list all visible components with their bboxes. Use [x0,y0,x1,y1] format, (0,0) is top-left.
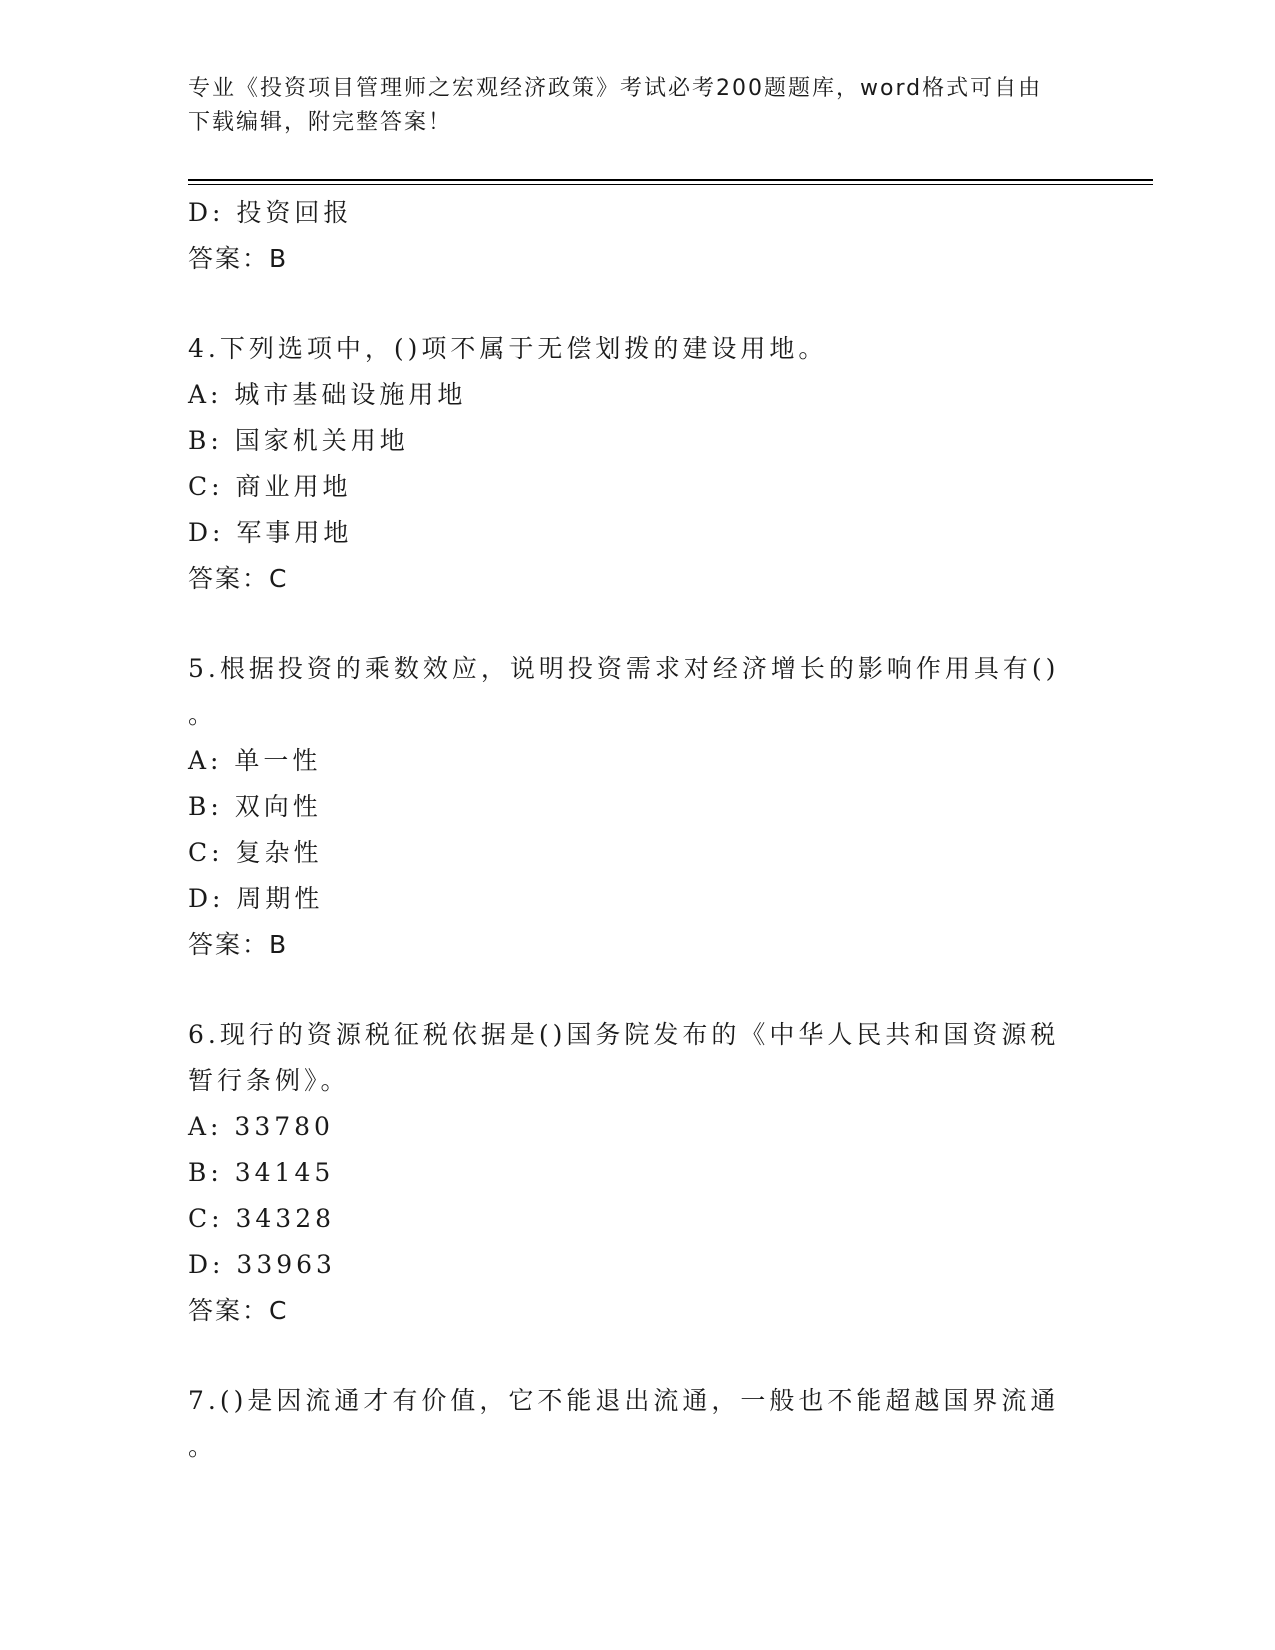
option-d: D: 33963 [188,1250,336,1279]
header-line-2: 下载编辑，附完整答案！ [188,110,453,135]
option-a: A: 城市基础设施用地 [188,380,467,409]
question-7 [188,1378,1068,1470]
spacer [188,602,1068,646]
spacer [188,1334,1068,1378]
carryover-question [188,190,1068,282]
question-text-continued: 暂行条例》。 [188,1066,350,1095]
answer-line: 答案：B [188,930,289,959]
header-rule-thick [188,179,1153,181]
question-5 [188,646,1068,968]
spacer [188,968,1068,1012]
answer-line: 答案：B [188,244,289,273]
option-a: A: 33780 [188,1112,334,1141]
document-body [188,190,1068,1470]
option-a: A: 单一性 [188,746,322,775]
question-6 [188,1012,1068,1334]
question-text: 7.()是因流通才有价值，它不能退出流通，一般也不能超越国界流通 [188,1386,1060,1415]
option-d: D: 周期性 [188,884,324,913]
option-c: C: 商业用地 [188,472,352,501]
header-rule-thin [188,184,1153,185]
answer-line: 答案：C [188,1296,289,1325]
question-text: 4.下列选项中，()项不属于无偿划拨的建设用地。 [188,334,828,363]
document-header [188,72,1088,140]
option-b: B: 双向性 [188,792,322,821]
header-line-1: 专业《投资项目管理师之宏观经济政策》考试必考200题题库，word格式可自由 [188,76,1043,101]
question-4 [188,326,1068,602]
option-c: C: 34328 [188,1204,336,1233]
question-text: 5.根据投资的乘数效应，说明投资需求对经济增长的影响作用具有() [188,654,1060,683]
option-b: B: 国家机关用地 [188,426,409,455]
option-d: D: 军事用地 [188,518,353,547]
question-text: 6.现行的资源税征税依据是()国务院发布的《中华人民共和国资源税 [188,1020,1060,1049]
question-text-continued: 。 [188,700,218,729]
option-b: B: 34145 [188,1158,335,1187]
spacer [188,282,1068,326]
question-text-continued: 。 [188,1432,218,1461]
option-d: D: 投资回报 [188,198,353,227]
option-c: C: 复杂性 [188,838,323,867]
answer-line: 答案：C [188,564,289,593]
